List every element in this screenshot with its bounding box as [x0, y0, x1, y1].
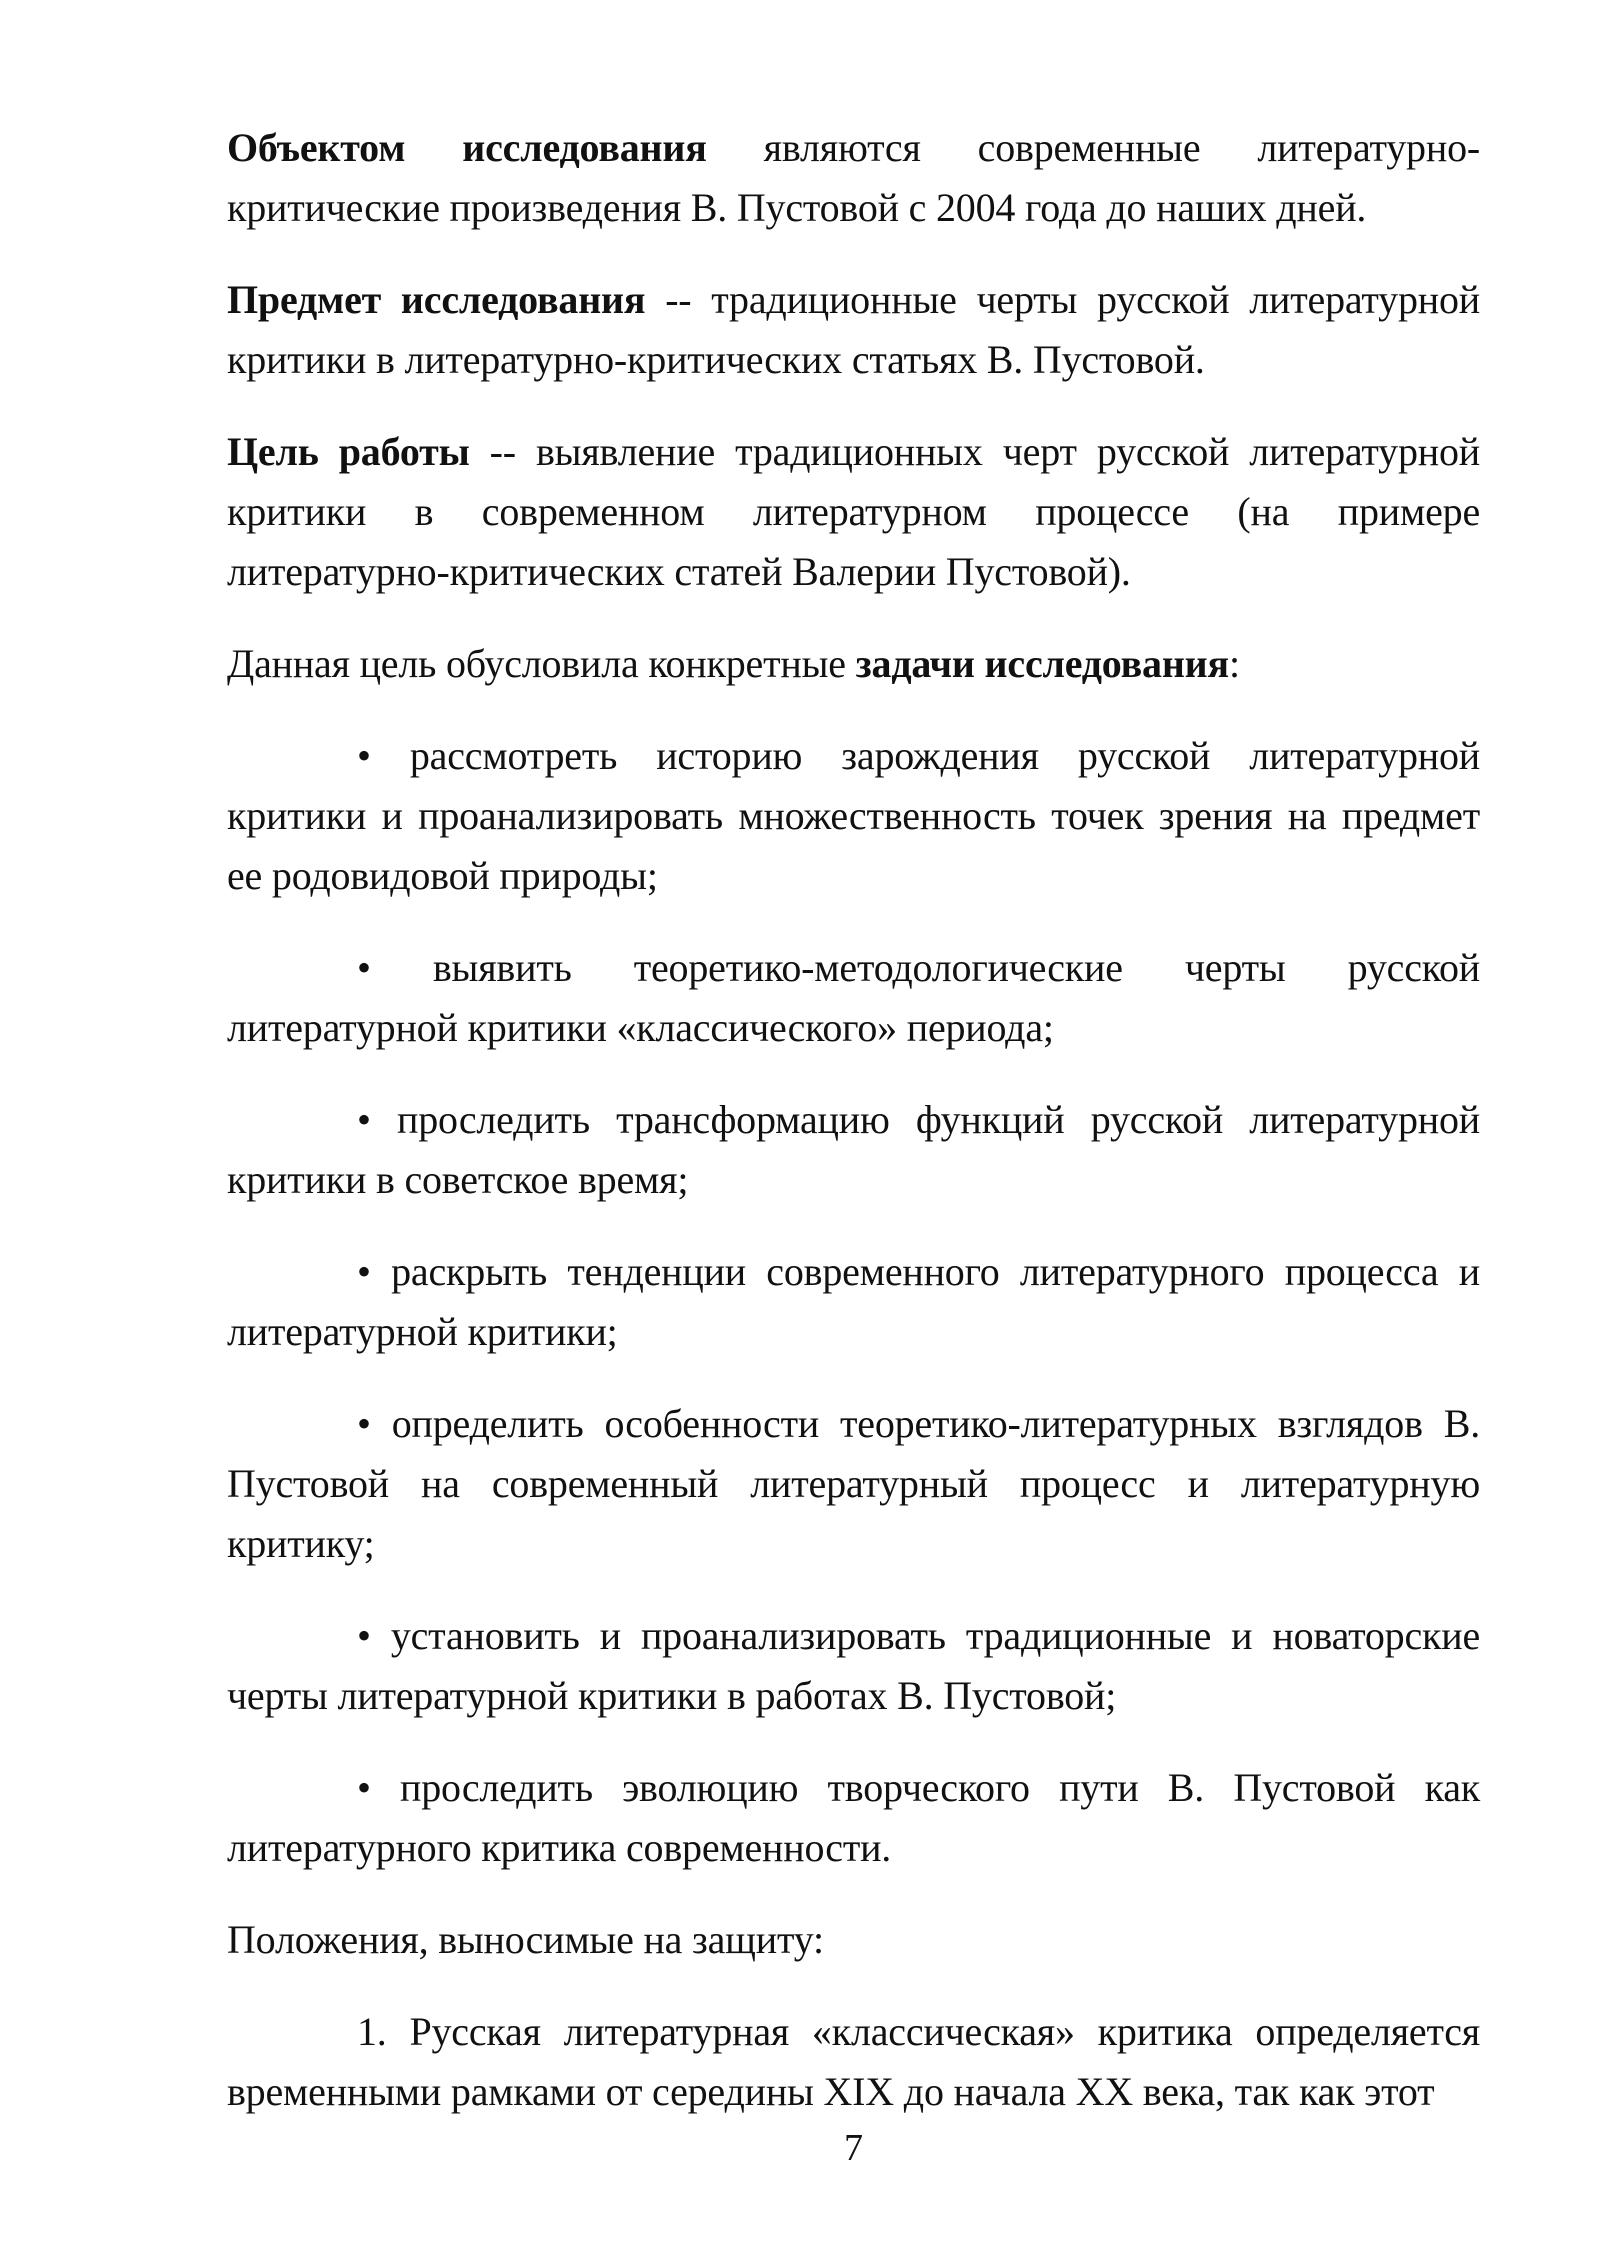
page-content	[227, 118, 1480, 2122]
tasks-intro-colon: :	[1228, 641, 1240, 686]
task-item-7: • проследить эволюцию творческого пути В. Пустовой как литературного критика современности.	[227, 1765, 1480, 1870]
research-subject-term: Предмет исследования	[227, 277, 646, 322]
paragraph-research-subject	[227, 270, 1480, 390]
tasks-intro-term: задачи исследования	[855, 641, 1229, 686]
task-item-3: • проследить трансформацию функций русской литературной критики в советское время;	[227, 1097, 1480, 1202]
research-object-term: Объектом исследования	[227, 125, 707, 170]
provision-item-1: 1. Русская литературная «классическая» критика определяется временными рамками от середины XIX до начала XX века, так как этот	[227, 2009, 1480, 2114]
paragraph-work-goal	[227, 422, 1480, 602]
work-goal-text: -- выявление традиционных черт русской литературной критики в современном литературном процессе (на примере литературно-критических статей Валерии Пустовой).	[227, 429, 1480, 594]
tasks-intro-lead: Данная цель обусловила конкретные	[227, 641, 856, 686]
task-item-2: • выявить теоретико-методологические черты русской литературной критики «классического» периода;	[227, 945, 1480, 1050]
task-item-1: • рассмотреть историю зарождения русской литературной критики и проанализировать множественность точек зрения на предмет ее родовидовой природы;	[227, 733, 1480, 898]
task-item-6: • установить и проанализировать традиционные и новаторские черты литературной критики в работах В. Пустовой;	[227, 1613, 1480, 1718]
research-object-text: являются современные литературно- критические произведения В. Пустовой с 2004 года до наших дней.	[227, 125, 1480, 230]
work-goal-term: Цель работы	[227, 429, 470, 474]
page-number: 7	[844, 2127, 863, 2169]
task-item-5: • определить особенности теоретико-литературных взглядов В. Пустовой на современный литературный процесс и литературную критику;	[227, 1401, 1480, 1566]
paragraph-tasks-intro	[227, 634, 1480, 694]
task-item-4: • раскрыть тенденции современного литературного процесса и литературной критики;	[227, 1249, 1480, 1354]
research-subject-text: -- традиционные черты русской литературной критики в литературно-критических статьях В. Пустовой.	[227, 277, 1480, 382]
paragraph-research-object	[227, 118, 1480, 238]
paragraph-provisions-heading: Положения, выносимые на защиту:	[227, 1917, 824, 1962]
